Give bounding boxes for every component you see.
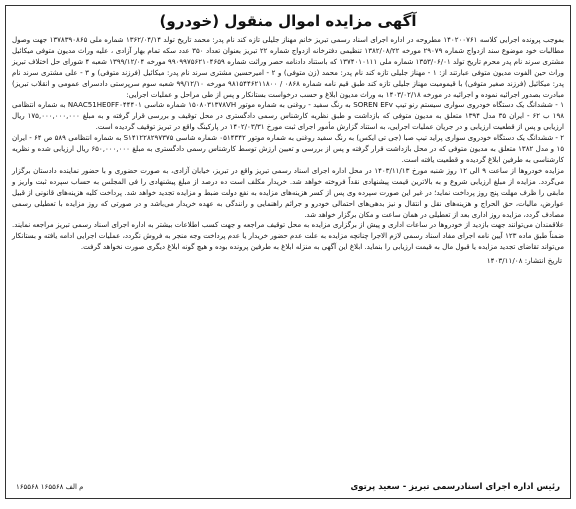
notice-paragraph-closing: علاقمندان می‌توانند جهت بازدید از خودروها در ساعات اداری و پیش از برگزاری مزایده به محل توقیف مراجعه و جهت کسب اطلاعات بیشتر به اداره اجرای اسناد رسمی تبریز مراجعه نمایند. ضمناً طبق ماده ۱۲۳ آیین نامه اجرای مفاد اسناد رسمی لازم الاجرا چنانچه مزایده به علت عدم حضور خریدار یا عدم پرداخت وجه منجر به فروش نگردد، عملیات اجرایی ادامه یافته و بستانکار می‌تواند تقاضای تجدید مزایده یا قبول مال به قیمت ارزیابی را بنماید. ابلاغ این آگهی به منزله ابلاغ به طرفین پرونده بوده و هیچ گونه ابلاغ دیگری صورت نخواهد گرفت. [12, 220, 564, 252]
notice-paragraph-item-1: ۱ - ششدانگ یک دستگاه خودروی سواری سیستم رنو تیپ SOREN EFv به رنگ سفید - روغنی به شماره موتور ۱۵۰۸۰۳۱۳۷۸VH شماره شاسی NAAC51HE0FF۰۴۴۴۰۱ به شماره انتظامی ۱۹۸ ب ۶۲ - ایران ۳۵ مدل ۱۳۹۴ متعلق به مدیون متوفی که بازداشت و طبق نظریه کارشناس رسمی دادگستری در محل توقیف و بررسی قرار گرفته و به مبلغ ۱۷۵,۰۰۰,۰۰۰,۰۰۰ ریال ارزیابی و پس از قطعیت ارزیابی و در جریان عملیات اجرایی، به استناد گزارش مأمور اجرای ثبت مورخ ۱۴۰۲/۰۳/۳۱ در پارکینگ واقع در تبریز توقیف گردیده است. [12, 100, 565, 132]
notice-footer [6, 479, 570, 495]
signature: رئیس اداره اجرای اسنادرسمی تبریز - سعید پرتوی [350, 482, 560, 492]
notice-paragraph-intro: بموجب پرونده اجرایی کلاسه ۱۴۰۲۰۰۷۶۱ مطروحه در اداره اجرای اسناد رسمی تبریز خانم مهناز جلیلی تازه کند نام پدر: محمد تاریخ تولد ۱۳۶۲/۰۴/۱۴ شماره ملی ۱۳۷۸۳۹۰۸۶۵ جهت وصول مطالبات خود موضوع سند ازدواج شماره ۲۹۰۷۹ مورخه ۱۳۸۲/۰۸/۲۲ تنظیمی دفترخانه ازدواج شماره ۲۲ تبریز بعنوان تعداد ۳۵۰ عدد سکه تمام بهار آزادی ، علیه وراث مدیون متوفی میکائیل مشتری سرند نام پدر محرم تاریخ تولد ۱۳۵۳/۰۶/۰۱ شماره ملی ۱۳۷۴۰۱۰۱۱۱ که باستناد دادنامه حصر وراثت شماره ۹۹۰۹۹۷۵۶۲۱۰۴۶۵۹ مورخه ۱۳۹۹/۱۲/۰۴ شعبه ۴ شورای حل اختلاف تبریز وراث حین الفوت مدیون متوفی عبارتند از: ۱ - مهناز جلیلی تازه کند نام پدر: محمد (زن متوفی) و ۲ - امیرحسین مشتری سرند نام پدر: میکائیل (فرزند متوفی) و ۳ - علی مشتری سرند نام پدر: میکائیل (فرزند صغیر متوفی) با قیمومیت مهناز جلیلی تازه کند طبق قیم نامه شماره ۰۸۶۸ / ۹۸۱۵۴۴۶۲۱۱۸۰۰ مورخه ۹۹/۱۲/۱۰ شعبه سوم سرپرستی دادسرای عمومی و انقلاب تبریز) مبادرت بصدور اجرائیه نموده و اجرائیه در مورخه ۱۴۰۳/۰۲/۱۸ به وراث مدیون ابلاغ و حسب درخواست بستانکار و پس از طی مراحل و عملیات اجرایی: [12, 35, 565, 99]
notice-paragraph-item-2: ۲ - ششدانگ یک دستگاه خودروی سواری پراید تیپ صبا (جی تی ایکس) به رنگ سفید روغنی به شماره موتور ۰۵۱۴۳۴۲ شماره شاسی S۱۴۱۲۲۸۲۹۷۳۷۵ به شماره انتظامی ۵۸۹ ص ۶۴ - ایران ۱۵ و مدل ۱۳۸۲ متعلق به مدیون متوفی که در محل بازداشت قرار گرفته و پس از بررسی و تعیین ارزش توسط کارشناس رسمی دادگستری به مبلغ ۶۵۰,۰۰۰,۰۰۰ ریال ارزیابی شده و نظریه کارشناسی به طرفین ابلاغ گردیده و قطعیت یافته است. [12, 133, 565, 164]
publish-date: تاریخ انتشار: ۱۴۰۳/۱۱/۰۸ [486, 256, 562, 266]
notice-title: آگهی مزایده اموال منقول (خودرو) [159, 12, 417, 30]
publication-reference: م الف ۱۶۵۵۶۸ ۱۶۵۵۶۸ [16, 483, 84, 491]
notice-body [12, 35, 564, 253]
notice-paragraph-conditions: مزایده خودروها از ساعت ۹ الی ۱۲ روز شنبه مورخ ۱۴۰۳/۱۱/۱۳ در محل اداره اجرای اسناد رسمی تبریز واقع در تبریز، خیابان آزادی، به صورت حضوری و با حضور نماینده دادستان برگزار می‌گردد. مزایده از مبلغ ارزیابی شروع و به بالاترین قیمت پیشنهادی نقداً فروخته خواهد شد. خریدار مکلف است ده درصد از مبلغ پیشنهادی را فی المجلس به حساب سپرده ثبت واریز و مابقی را ظرف مهلت پنج روز پرداخت نماید؛ در غیر این صورت سپرده وی پس از کسر هزینه‌های مزایده به نفع دولت ضبط و مزایده تجدید خواهد شد. پرداخت کلیه هزینه‌های قانونی از قبیل عوارض، مالیات، حق الحراج و هزینه‌های نقل و انتقال و نیز بدهی‌های احتمالی خودرو و جرائم راهنمایی و رانندگی به عهده خریدار می‌باشد و در صورتی که روز مزایده با تعطیلی رسمی مصادف گردد، مزایده روز اداری بعد از تعطیلی در همان ساعت و مکان برگزار خواهد شد. [12, 165, 564, 219]
notice-document [5, 5, 571, 499]
